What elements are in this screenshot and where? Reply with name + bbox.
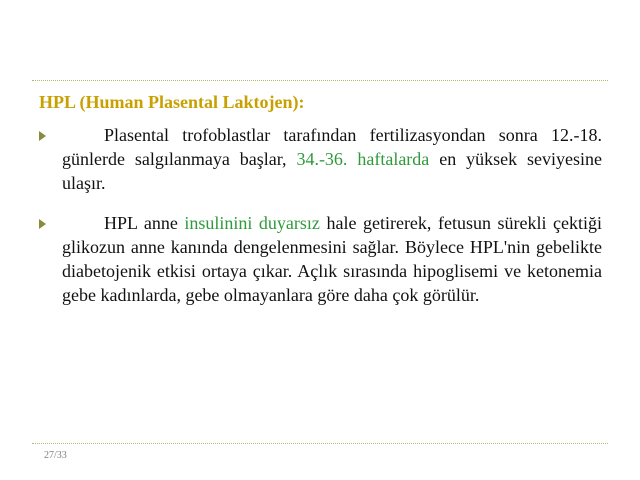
slide-title: HPL (Human Plasental Laktojen): — [39, 92, 305, 112]
top-divider — [32, 80, 608, 81]
bullet-2-text-before: HPL anne — [104, 213, 185, 233]
bullet-2-highlight: insulinini duyarsız — [184, 213, 320, 233]
bullet-1-text-before: Plasental trofoblastlar tarafından fertilizasyondan sonra 12.-18. günlerde salgılanmaya başlar, — [62, 125, 602, 169]
bullet-item-2 — [39, 211, 602, 307]
bullet-1-highlight: 34.-36. haftalarda — [296, 149, 430, 169]
page-number: 27/33 — [44, 450, 67, 461]
triangle-bullet-icon — [39, 219, 46, 229]
bullet-text-2 — [62, 211, 602, 307]
bullet-text-1 — [62, 123, 602, 195]
triangle-bullet-icon — [39, 131, 46, 141]
bullet-1-text-after: en yüksek seviyesine ulaşır. — [62, 149, 602, 193]
bullet-2-text-after: hale getirerek, fetusun sürekli çektiği glikozun anne kanında dengelenmesini sağlar. Böylece HPL'nin gebelikte diabetojenik etkisi ortaya çıkar. Açlık sırasında hipoglisemi ve ketonemia gebe kadınlarda, gebe olmayanlara göre daha çok görülür. — [62, 213, 602, 305]
bullet-item-1 — [39, 123, 602, 195]
bottom-divider — [32, 443, 608, 444]
